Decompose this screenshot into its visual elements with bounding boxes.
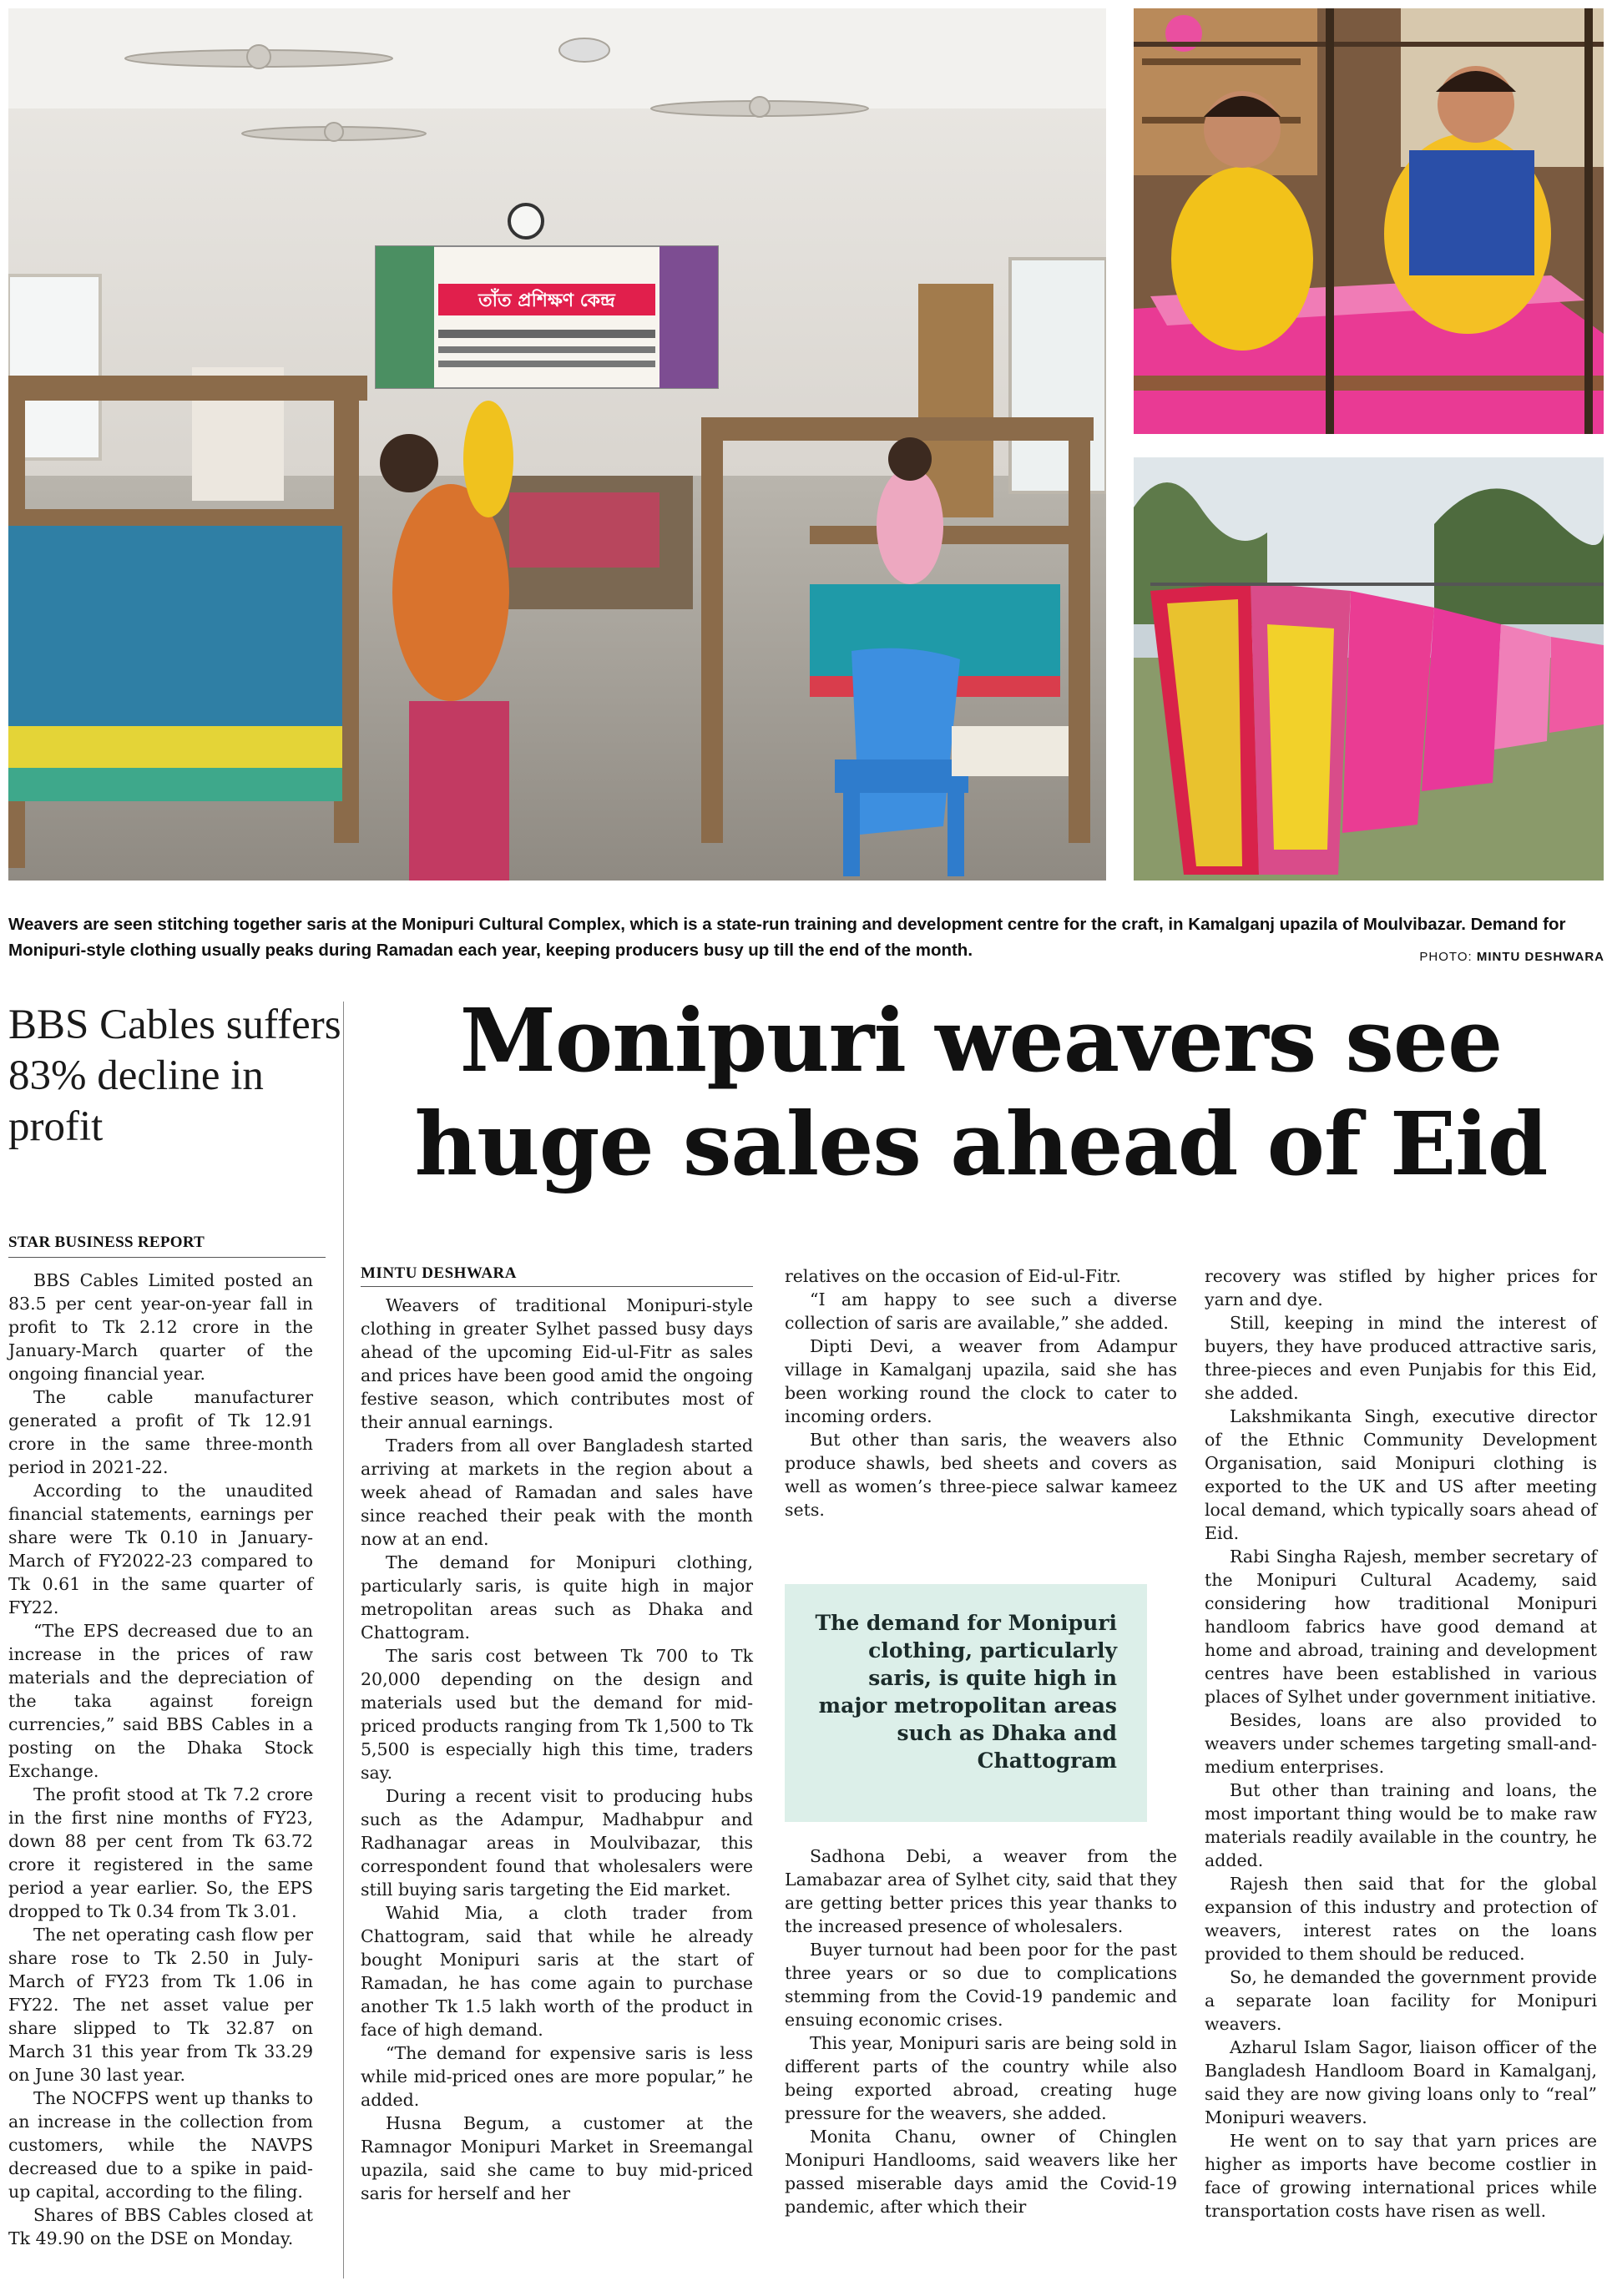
main-paragraph: During a recent visit to producing hubs such as the Adampur, Madhabpur and Radhanagar areas in Moulvibazar, this correspondent found that wholesalers were still buying saris targeting the Eid market.: [361, 1786, 753, 1900]
side-story-byline: STAR BUSINESS REPORT: [8, 1234, 205, 1251]
photo-weaving-hall: [8, 8, 1106, 881]
side-story-headline: BBS Cables suffers 83% decline in profit: [8, 1002, 341, 1150]
side-paragraph: “The EPS decreased due to an increase in the prices of raw materials and the depreciation of the taka against foreign currencies,” said BBS Cables in a posting on the Dhaka Stock Exchange.: [8, 1621, 313, 1781]
main-paragraph: Rajesh then said that for the global expansion of this industry and protection of weavers, interest rates on the loans provided to them should be reduced.: [1205, 1874, 1597, 1964]
main-paragraph: Dipti Devi, a weaver from Adampur village in Kamalganj upazila, said she has been working round the clock to cater to incoming orders.: [785, 1336, 1177, 1426]
photo-caption: [8, 911, 1604, 970]
main-column-2-bottom: [785, 1844, 1177, 2218]
photo-saris-drying: [1134, 457, 1604, 881]
main-paragraph: Weavers of traditional Monipuri-style clothing in greater Sylhet passed busy days ahead of the upcoming Eid-ul-Fitr as sales and prices have been good amid the ongoing festive season, which contributes most of their annual earnings.: [361, 1295, 753, 1432]
photo-credit: [1419, 944, 1604, 970]
main-paragraph: Buyer turnout had been poor for the past three years or so due to complications stemming from the Covid-19 pandemic and ensuing economic crises.: [785, 1940, 1177, 2030]
main-paragraph: Lakshmikanta Singh, executive director of the Ethnic Community Development Organisation, said Monipuri clothing is exported to the UK and US after meeting local demand, which typically soars ahead of Eid.: [1205, 1406, 1597, 1543]
main-paragraph: Rabi Singha Rajesh, member secretary of the Monipuri Cultural Academy, said considering how traditional Monipuri handloom fabrics have good demand at home and abroad, training and development centres have been established in various places of Sylhet under government initiative.: [1205, 1547, 1597, 1707]
pull-quote: The demand for Monipuri clothing, particularly saris, is quite high in major metropolitan areas such as Dhaka and Chattogram: [785, 1584, 1147, 1822]
side-paragraph: The net operating cash flow per share rose to Tk 2.50 in July-March of FY23 from Tk 1.06 in FY22. The net asset value per share slipped to Tk 32.87 on March 31 this year from Tk 33.29 on June 30 last year.: [8, 1925, 313, 2085]
main-paragraph: relatives on the occasion of Eid-ul-Fitr.: [785, 1266, 1121, 1286]
main-paragraph: Monita Chanu, owner of Chinglen Monipuri Handlooms, said weavers like her passed miserable days amid the Covid-19 pandemic, after which their: [785, 2127, 1177, 2217]
main-paragraph: This year, Monipuri saris are being sold in different parts of the country while also being exported abroad, creating huge pressure for the weavers, she added.: [785, 2033, 1177, 2123]
main-paragraph: But other than saris, the weavers also produce shawls, bed sheets and covers as well as women’s three-piece salwar kameez sets.: [785, 1430, 1177, 1520]
main-column-1: [361, 1264, 753, 2205]
side-story-rule: [8, 1257, 326, 1258]
main-paragraph: Azharul Islam Sagor, liaison officer of the Bangladesh Handloom Board in Kamalganj, said they are now giving loans only to “real” Monipuri weavers.: [1205, 2037, 1597, 2127]
main-column-3: [1205, 1264, 1597, 2223]
column-divider: [343, 1002, 344, 2278]
main-paragraph: “The demand for expensive saris is less while mid-priced ones are more popular,” he added.: [361, 2043, 753, 2110]
credit-name: MINTU DESHWARA: [1476, 950, 1604, 964]
side-paragraph: The profit stood at Tk 7.2 crore in the first nine months of FY23, down 88 per cent from Tk 63.72 crore it registered in the same period a year earlier. So, the EPS dropped to Tk 0.34 from Tk 3.01.: [8, 1784, 313, 1921]
side-paragraph: The NOCFPS went up thanks to an increase in the collection from customers, while the NAVPS decreased due to a spike in paid-up capital, according to the filing.: [8, 2088, 313, 2202]
photo-women-at-loom: [1134, 8, 1604, 434]
main-paragraph: But other than training and loans, the most important thing would be to make raw materials readily available in the country, he added.: [1205, 1780, 1597, 1870]
main-paragraph: Husna Begum, a customer at the Ramnagor Monipuri Market in Sreemangal upazila, said she came to buy mid-priced saris for herself and her: [361, 2113, 753, 2203]
side-paragraph: BBS Cables Limited posted an 83.5 per cent year-on-year fall in profit to Tk 2.12 crore in the January-March quarter of the ongoing financial year.: [8, 1270, 313, 1384]
main-paragraph: “I am happy to see such a diverse collection of saris are available,” she added.: [785, 1289, 1177, 1333]
side-paragraph: Shares of BBS Cables closed at Tk 49.90 on the DSE on Monday.: [8, 2205, 313, 2248]
side-story-body: [8, 1269, 313, 2250]
side-paragraph: The cable manufacturer generated a profit of Tk 12.91 crore in the same three-month period in 2021-22.: [8, 1387, 313, 1477]
credit-prefix: PHOTO:: [1419, 950, 1473, 964]
main-paragraph: Still, keeping in mind the interest of buyers, they have produced attractive saris, three-pieces and even Punjabis for this Eid, she added.: [1205, 1313, 1597, 1403]
main-paragraph: Traders from all over Bangladesh started arriving at markets in the region about a week ahead of Ramadan and sales have since reached their peak with the month now at an end.: [361, 1436, 753, 1549]
main-byline: MINTU DESHWARA: [361, 1264, 753, 1287]
caption-text: Weavers are seen stitching together saris at the Monipuri Cultural Complex, which is a state-run training and development centre for the craft, in Kamalganj upazila of Moulvibazar. Demand for Monipuri-style clothing usually peaks during Ramadan each year, keeping producers busy up till the end of the month.: [8, 915, 1566, 960]
main-paragraph: The saris cost between Tk 700 to Tk 20,000 depending on the design and materials used but the demand for mid-priced products ranging from Tk 1,500 to Tk 5,500 is especially high this time, traders say.: [361, 1646, 753, 1783]
side-paragraph: According to the unaudited financial statements, earnings per share were Tk 0.10 in January-March of FY2022-23 compared to Tk 0.61 in the same quarter of FY22.: [8, 1481, 313, 1617]
banner-title: তাঁত প্রশিক্ষণ কেন্দ্র: [478, 290, 615, 311]
main-paragraph: recovery was stifled by higher prices for yarn and dye.: [1205, 1266, 1597, 1309]
main-paragraph: The demand for Monipuri clothing, particularly saris, is quite high in major metropolitan areas such as Dhaka and Chattogram.: [361, 1552, 753, 1643]
main-paragraph: He went on to say that yarn prices are higher as imports have become costlier in face of growing international prices while transportation costs have risen as well.: [1205, 2131, 1597, 2221]
main-column-2: [785, 1264, 1177, 1521]
main-headline: Monipuri weavers see huge sales ahead of Eid: [414, 989, 1548, 1195]
main-paragraph: Sadhona Debi, a weaver from the Lamabazar area of Sylhet city, said that they are getting better prices this year thanks to the increased presence of wholesalers.: [785, 1846, 1177, 1936]
main-paragraph: So, he demanded the government provide a separate loan facility for Monipuri weavers.: [1205, 1967, 1597, 2034]
main-paragraph: Wahid Mia, a cloth trader from Chattogram, said that while he already bought Monipuri saris at the start of Ramadan, he has come again to purchase another Tk 1.5 lakh worth of the product in face of high demand.: [361, 1903, 753, 2040]
main-paragraph: Besides, loans are also provided to weavers under schemes targeting small-and-medium enterprises.: [1205, 1710, 1597, 1777]
